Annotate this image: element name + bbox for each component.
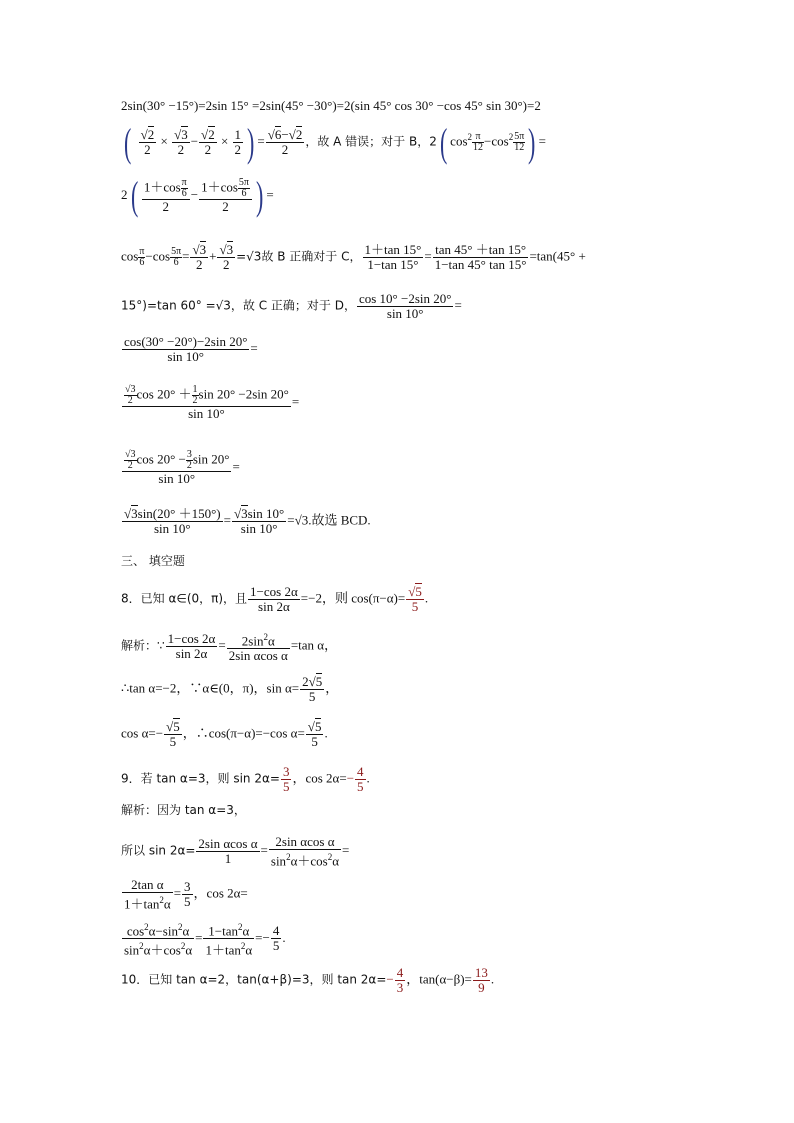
- line-2: ( $\frac{√2}{2}$ × $\frac{√3}{2}$ − $\frac{√2}{2}$ × $\frac{1}{2}$ ) = $\frac{√6-√2}{2}$ ，故 A 错误；对于 B，2( $\cos^2$ $\frac{\pi}{12}$ $-\cos^2$ $\frac{5\pi}{12}$ ) =: [123, 119, 546, 165]
- line-7: $\frac{√3}{2}$ cos 20° ＋ $\frac{1}{2}$ sin 20° −2sin 20° sin 10° =: [121, 385, 299, 421]
- q8-solution-3: cos α=− $\frac{√5}{5}$ ，∴cos(π−α)=−cos α= $\frac{√5}{5}$ .: [121, 719, 328, 749]
- q10-mid: ，tan(α−β)=: [406, 971, 472, 987]
- line-1: 2sin(30° −15°)=2sin 15° =2sin(45° −30°)=2(sin 45° cos 30° −cos 45° sin 30°)=2: [121, 98, 541, 113]
- line-2-text: ，故 A 错误；对于 B，2: [305, 134, 437, 149]
- line-4-end: =tan(45° +: [529, 248, 586, 264]
- q8-solution-2: ∴tan α=−2，∵α∈(0，π)，sin α= $\frac{2√5}{5}$ ，: [121, 674, 339, 704]
- line-6: $\frac{\cos(30^\circ -20^\circ)-2\sin 20^\circ}{\sin 10^\circ}$ =: [124, 334, 258, 364]
- section-heading: 三、 填空题: [121, 554, 185, 568]
- question-10: 10．已知 tan α=2，tan(α+β)=3，则 tan 2α=− $\frac{4}{3}$ ，tan(α−β)= $\frac{13}{9}$ .: [121, 965, 495, 995]
- q8-line3b: ，∴cos(π−α)=−cos α=: [182, 725, 305, 741]
- q9-solution-2: 所以 sin 2α= $\frac{\text{2sin αcos α}}{1}$ = $\frac{\text{2sin αcos α}}{\sin^2\alpha+\cos^2\alpha}$ =: [121, 834, 350, 869]
- line-5-text: 15°)=tan 60° =√3，故 C 正确；对于 D，: [121, 298, 356, 313]
- question-8: 8．已知 α∈(0，π)，且 $\frac{1-\cos 2\alpha}{\sin 2\alpha}$ =−2，则 cos(π−α)= $\frac{√5}{5}$ .: [121, 584, 429, 614]
- q8-line2: ∴tan α=−2，∵α∈(0，π)，sin α=: [121, 680, 300, 696]
- line-9: $\frac{√3\sin(20^\circ +150^\circ)}{\sin 10^\circ}$ = $\frac{√3\sin 10^\circ}{\sin 10^\circ}$ =√3.故选 BCD.: [124, 506, 371, 536]
- q8-mid: =−2，则 cos(π−α)=: [300, 590, 406, 606]
- question-9: 9．若 tan α=3，则 sin 2α= $\frac{3}{5}$ ，cos 2α=− $\frac{4}{5}$ .: [121, 764, 370, 794]
- q8-sol-label: 解析：∵: [121, 638, 165, 653]
- q8-head: 8．已知 α∈(0，π)，且: [121, 591, 248, 606]
- line-3: 2( 1＋cos $\frac{\pi}{6}$ 2 − 1＋cos $\frac{5\pi}{6}$ 2 ) =: [121, 173, 274, 218]
- line-8: $\frac{√3}{2}$ cos 20° − $\frac{3}{2}$ sin 20° sin 10° =: [121, 450, 240, 486]
- q9-solution-1: 解析：因为 tan α=3，: [121, 803, 246, 817]
- q10-head: 10．已知 tan α=2，tan(α+β)=3，则 tan 2α=: [121, 972, 387, 987]
- q8-solution-1: 解析：∵ $\frac{1-\cos 2\alpha}{\sin 2\alpha}$ = $\frac{2\sin^2\alpha}{\text{2sin αcos α}}$ =tan α，: [121, 631, 338, 664]
- line-4-text: =√3故 B 正确对于 C，: [236, 249, 362, 264]
- q9-sol3-tail: ，cos 2α=: [193, 885, 248, 901]
- q9-sol2: 所以 sin 2α=: [121, 843, 196, 858]
- q8-sol-tan: =tan α，: [290, 637, 338, 653]
- q9-head: 9．若 tan α=3，则 sin 2α=: [121, 771, 280, 786]
- line-4: cos $\frac{\pi}{6}$ −cos $\frac{5\pi}{6}$ = $\frac{√3}{2}$ + $\frac{√3}{2}$ =√3故 B 正确对于 C， $\frac{1+\tan 15^\circ}{1-\tan 15^\circ}$ = $\frac{\tan 45^\circ +\tan 15^\circ}{1-\tan 45^\circ \tan 15^\circ}$ =tan(45° +: [121, 242, 586, 272]
- line-5: 15°)=tan 60° =√3，故 C 正确；对于 D， $\frac{\cos 10^\circ -2\sin 20^\circ}{\sin 10^\circ}$ =: [121, 291, 462, 321]
- q9-solution-3: $\frac{\text{2tan α}}{1+\tan^2\alpha}$ = $\frac{3}{5}$ ，cos 2α=: [124, 877, 248, 912]
- q9-solution-4: $\frac{\cos^2\alpha-\sin^2\alpha}{\sin^2\alpha+\cos^2\alpha}$ = $\frac{1-\tan^2\alpha}{1+\tan^2\alpha}$ =− $\frac{4}{5}$ .: [124, 922, 286, 958]
- q8-line3a: cos α=−: [121, 725, 164, 741]
- q9-mid: ，cos 2α=: [292, 770, 347, 786]
- line-9-text: =√3.故选 BCD.: [287, 512, 371, 528]
